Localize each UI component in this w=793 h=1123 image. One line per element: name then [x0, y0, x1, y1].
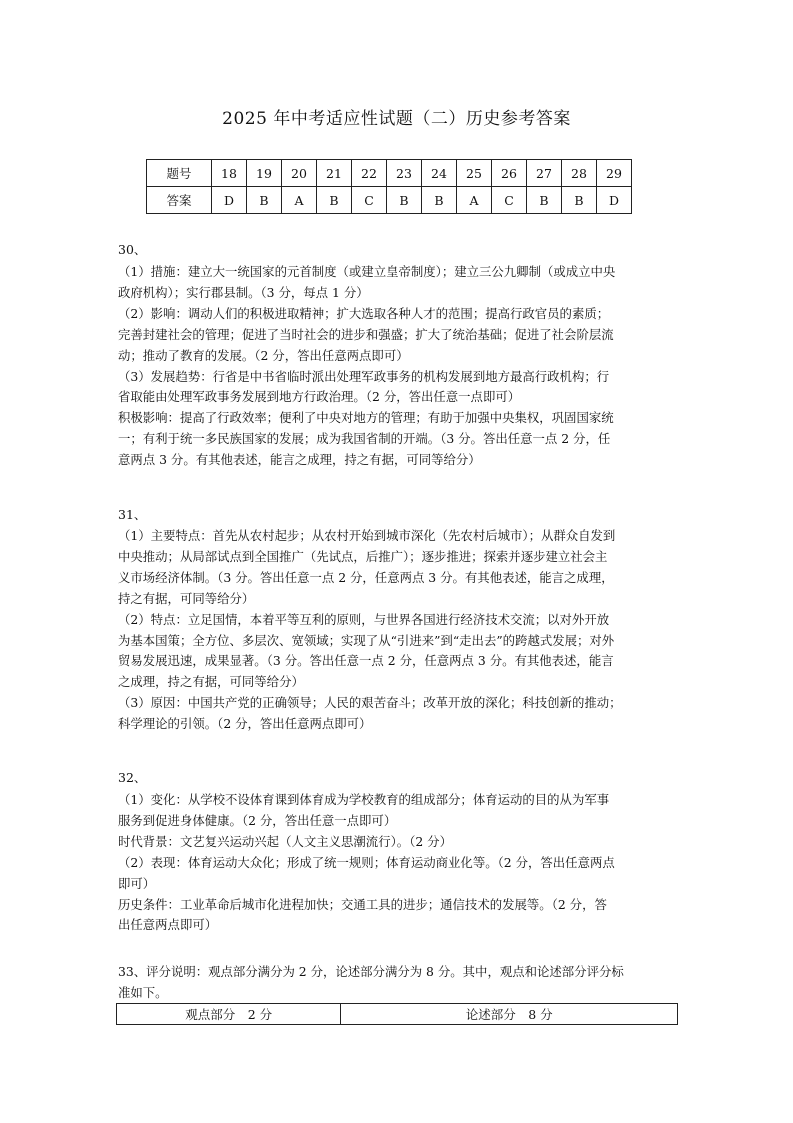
- answer-cell: B: [562, 187, 597, 214]
- answer-line: （2）特点：立足国情，本着平等互利的原则，与世界各国进行经济技术交流；以对外开放: [118, 611, 610, 627]
- question-number-cell: 18: [212, 160, 247, 187]
- answer-cell: A: [457, 187, 492, 214]
- answer-table: [146, 159, 632, 214]
- viewpoint-header: 观点部分 2 分: [117, 1004, 341, 1025]
- answer-line: 意两点 3 分。有其他表述，能言之成理，持之有据，可同等给分）: [118, 452, 481, 468]
- answer-line: 即可）: [118, 875, 156, 891]
- argument-header: 论述部分 8 分: [341, 1004, 678, 1025]
- answer-cell: B: [527, 187, 562, 214]
- answer-line: （1）变化：从学校不设体育课到体育成为学校教育的组成部分；体育运动的目的从为军事: [118, 792, 610, 807]
- question-number-cell: 26: [492, 160, 527, 187]
- answer-line: 一；有利于统一多民族国家的发展；成为我国省制的开端。（3 分。答出任意一点 2 分，任: [118, 431, 611, 447]
- answer-line: 科学理论的引领。（2 分，答出任意两点即可）: [118, 716, 372, 732]
- answer-line: 之成理，持之有据，可同等给分）: [118, 674, 304, 690]
- question-number-cell: 24: [422, 160, 457, 187]
- table-row: [147, 160, 632, 187]
- answer-cell: B: [317, 187, 352, 214]
- table-row: [117, 1004, 678, 1025]
- answer-cell: C: [492, 187, 527, 214]
- answer-line: 积极影响：提高了行政效率；便利了中央对地方的管理；有助于加强中央集权，巩固国家统: [118, 410, 614, 426]
- question-number-cell: 25: [457, 160, 492, 187]
- answer-line: 义市场经济体制。（3 分。答出任意一点 2 分，任意两点 3 分。有其他表述，能言之成理，: [118, 569, 614, 585]
- table-row: [147, 187, 632, 214]
- row-header-number: 题号: [147, 160, 212, 187]
- answer-line: 历史条件：工业革命后城市化进程加快；交通工具的进步；通信技术的发展等。（2 分，答: [118, 896, 607, 912]
- answer-line: （2）表现：体育运动大众化；形成了统一规则；体育运动商业化等。（2 分，答出任意两点: [118, 854, 615, 870]
- answer-line: （3）发展趋势：行省是中书省临时派出处理军政事务的机构发展到地方最高行政机构；行: [118, 368, 610, 384]
- page-title: 2025 年中考适应性试题（二）历史参考答案: [222, 109, 571, 129]
- question-number-cell: 27: [527, 160, 562, 187]
- answer-cell: B: [422, 187, 457, 214]
- question-number-cell: 21: [317, 160, 352, 187]
- answer-line: （3）原因：中国共产党的正确领导；人民的艰苦奋斗；改革开放的深化；科技创新的推动；: [118, 695, 622, 711]
- answer-line: 政府机构）；实行郡县制。（3 分，每点 1 分）: [118, 284, 369, 300]
- answer-cell: D: [212, 187, 247, 214]
- question-number-cell: 29: [597, 160, 632, 187]
- question-number-cell: 20: [282, 160, 317, 187]
- answer-line: 33、评分说明：观点部分满分为 2 分，论述部分满分为 8 分。其中，观点和论述部分评分标: [118, 964, 624, 979]
- answer-line: 为基本国策；全方位、多层次、宽领域；实现了从“引进来”到“走出去”的跨越式发展；对外: [118, 632, 615, 648]
- answer-line: 准如下。: [118, 984, 168, 1000]
- row-header-answer: 答案: [147, 187, 212, 214]
- answer-cell: C: [352, 187, 387, 214]
- answer-line: 出任意两点即可）: [118, 917, 218, 933]
- answer-line: （1）措施：建立大一统国家的元首制度（或建立皇帝制度）；建立三公九卿制（或成立中央: [118, 264, 616, 279]
- question-number-cell: 19: [247, 160, 282, 187]
- question-30-number: 30、: [118, 242, 147, 257]
- question-32-answer: [118, 790, 678, 936]
- question-number-cell: 23: [387, 160, 422, 187]
- answer-cell: D: [597, 187, 632, 214]
- answer-line: 贸易发展迅速，成果显著。（3 分。答出任意一点 2 分，任意两点 3 分。有其他表述，能言: [118, 653, 614, 669]
- answer-cell: A: [282, 187, 317, 214]
- question-31-number: 31、: [118, 507, 147, 522]
- answer-line: 中央推动；从局部试点到全国推广（先试点，后推广）；逐步推进；探索并逐步建立社会主: [118, 548, 608, 564]
- question-30-answer: [118, 262, 678, 471]
- answer-line: （2）影响：调动人们的积极进取精神；扩大选取各种人才的范围；提高行政官员的素质；: [118, 305, 610, 321]
- answer-cell: B: [387, 187, 422, 214]
- answer-line: 持之有据，可同等给分）: [118, 590, 255, 606]
- question-32-number: 32、: [118, 770, 147, 785]
- question-number-cell: 22: [352, 160, 387, 187]
- answer-cell: B: [247, 187, 282, 214]
- answer-line: 完善封建社会的管理；促进了当时社会的进步和强盛；扩大了统治基础；促进了社会阶层流: [118, 326, 614, 342]
- answer-line: 服务到促进身体健康。（2 分，答出任意一点即可）: [118, 812, 397, 828]
- scoring-table: [116, 1003, 678, 1025]
- answer-line: 动；推动了教育的发展。（2 分，答出任意两点即可）: [118, 347, 409, 363]
- answer-line: 省取能由处理军政事务发展到地方行政治理。（2 分，答出任意一点即可）: [118, 389, 521, 405]
- question-number-cell: 28: [562, 160, 597, 187]
- answer-line: 时代背景：文艺复兴运动兴起（人文主义思潮流行）。（2 分）: [118, 833, 452, 849]
- question-31-answer: [118, 526, 678, 735]
- question-33-intro: [118, 962, 678, 1004]
- answer-line: （1）主要特点：首先从农村起步；从农村开始到城市深化（先农村后城市）；从群众自发到: [118, 528, 616, 543]
